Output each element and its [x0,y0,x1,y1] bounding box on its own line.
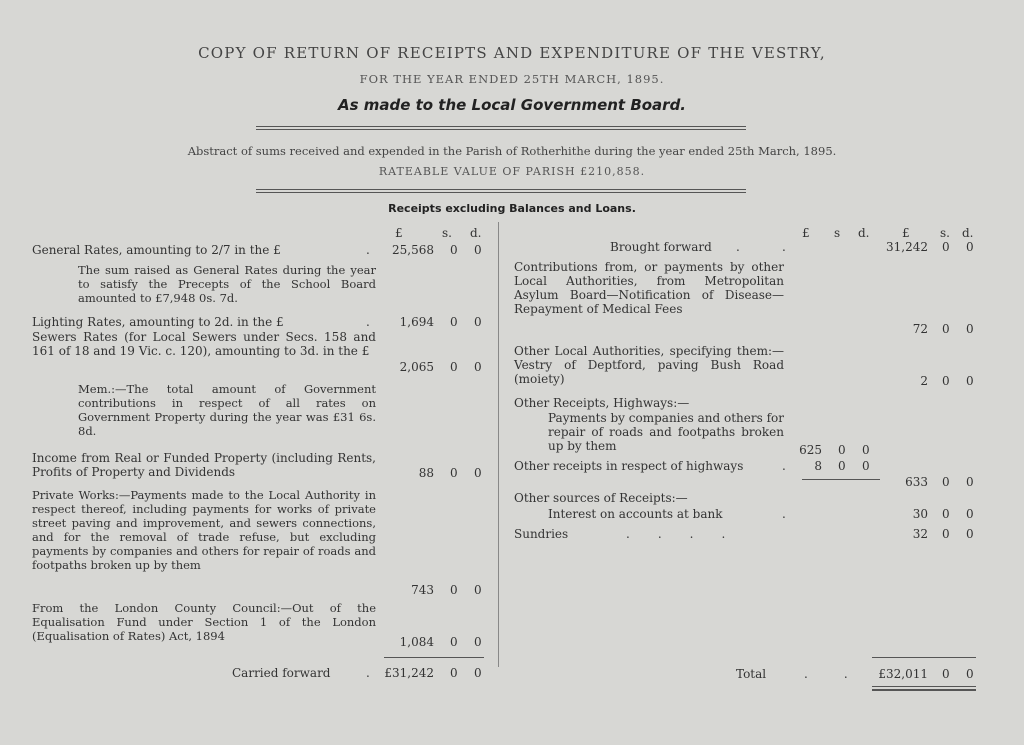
highways-payments-s: 0 [838,443,846,457]
sewers-rates-label: Sewers Rates (for Local Sewers under Secs. 158 and 161 of 18 and 19 Vic. c. 120), amounting to 3d. in the £ [32,330,376,358]
leader-dot: . [782,507,786,521]
carried-rule [384,657,484,658]
brought-s: 0 [942,240,950,254]
divider-top [256,126,746,127]
interest-label: Interest on accounts at bank [548,507,723,521]
sundries-s: 0 [942,527,950,541]
total-rule-bottom-2 [872,689,976,691]
mem-note: Mem.:—The total amount of Government contributions in respect of all rates on Government Property during the year was £31 6s. 8d. [78,382,376,438]
highways-total-d: 0 [966,475,974,489]
document-title: COPY OF RETURN OF RECEIPTS AND EXPENDITURE OF THE VESTRY, [198,44,826,62]
highways-other-label: Other receipts in respect of highways [514,459,744,473]
leader-dot: . [736,240,740,254]
private-s: 0 [450,583,458,597]
highways-heading: Other Receipts, Highways:— [514,396,690,410]
other-la-s: 0 [942,374,950,388]
contributions-d: 0 [966,322,974,336]
board-heading: As made to the Local Government Board. [337,96,687,114]
leader-dots: .... [626,527,754,541]
right-col-pound-2: £ [902,226,910,240]
sewers-amount: 2,065 [399,360,434,374]
highways-total: 633 [905,475,928,489]
brought-d: 0 [966,240,974,254]
column-divider [498,222,499,667]
leader-dot: . [366,243,370,257]
abstract-line: Abstract of sums received and expended in the Parish of Rotherhithe during the year ended 25th March, 1895. [187,144,837,158]
left-col-pound: £ [395,226,403,240]
document-subtitle: FOR THE YEAR ENDED 25TH MARCH, 1895. [359,72,665,86]
lighting-amount: 1,694 [399,315,434,329]
total-amount: £32,011 [878,667,928,681]
highways-payments-d: 0 [862,443,870,457]
private-amount: 743 [411,583,434,597]
lcc-s: 0 [450,635,458,649]
lcc-d: 0 [474,635,482,649]
highways-other-s: 0 [838,459,846,473]
highways-other-amount: 8 [814,459,822,473]
highways-other-d: 0 [862,459,870,473]
leader-dots: .. [804,667,884,681]
highways-payments-label: Payments by companies and others for repair of roads and footpaths broken up by them [548,411,784,453]
lighting-d: 0 [474,315,482,329]
highways-total-s: 0 [942,475,950,489]
total-rule-bottom [872,686,976,687]
lcc-amount: 1,084 [399,635,434,649]
leader-dot: . [366,315,370,329]
lcc-label: From the London County Council:—Out of the Equalisation Fund under Section 1 of the London (Equalisation of Rates) Act, 1894 [32,601,376,643]
total-s: 0 [942,667,950,681]
total-rule-top [872,657,976,658]
leader-dot: . [782,459,786,473]
lighting-rates-label: Lighting Rates, amounting to 2d. in the £ [32,315,284,329]
sundries-label: Sundries [514,527,569,541]
interest-s: 0 [942,507,950,521]
receipts-heading: Receipts excluding Balances and Loans. [388,202,636,215]
lighting-s: 0 [450,315,458,329]
right-col-pound-1: £ [802,226,810,240]
carried-d: 0 [474,666,482,680]
general-rates-d: 0 [474,243,482,257]
income-d: 0 [474,466,482,480]
divider-top-2 [256,129,746,130]
general-rates-note: The sum raised as General Rates during the year to satisfy the Precepts of the School Board amounted to £7,948 0s. 7d. [78,263,376,305]
left-col-s: s. [442,226,452,240]
leader-dot: . [782,240,786,254]
right-col-d-1: d. [858,226,870,240]
interest-d: 0 [966,507,974,521]
general-rates-label: General Rates, amounting to 2/7 in the £ [32,243,281,257]
leader-dot: . [366,666,370,680]
sundries-amount: 32 [912,527,928,541]
income-amount: 88 [418,466,434,480]
income-s: 0 [450,466,458,480]
total-label: Total [736,667,767,681]
sewers-d: 0 [474,360,482,374]
contributions-label: Contributions from, or payments by other Local Authorities, from Metropolitan Asylum Board—Notification of Disease—Repayment of Medical Fees [514,260,784,316]
sewers-s: 0 [450,360,458,374]
income-label: Income from Real or Funded Property (including Rents, Profits of Property and Dividends [32,451,376,479]
divider-mid-2 [256,192,746,193]
right-col-s-2: s. [940,226,950,240]
private-works-label: Private Works:—Payments made to the Local Authority in respect thereof, including payments for works of private street paving and improvement, and sewers connections, and for the removal of trade refuse, but excluding payments by companies and others for repair of roads and footpaths broken up by them [32,488,376,572]
left-col-d: d. [470,226,482,240]
private-d: 0 [474,583,482,597]
other-sources-heading: Other sources of Receipts:— [514,491,688,505]
general-rates-s: 0 [450,243,458,257]
brought-amount: 31,242 [886,240,928,254]
right-col-d-2: d. [962,226,974,240]
brought-label: Brought forward [610,240,712,254]
carried-label: Carried forward [232,666,331,680]
other-la-label: Other Local Authorities, specifying them:—Vestry of Deptford, paving Bush Road (moiety) [514,344,784,386]
other-la-amount: 2 [920,374,928,388]
highways-payments-amount: 625 [799,443,822,457]
rateable-value: RATEABLE VALUE OF PARISH £210,858. [378,165,646,178]
carried-s: 0 [450,666,458,680]
divider-mid [256,189,746,190]
interest-amount: 30 [912,507,928,521]
carried-amount: £31,242 [384,666,434,680]
total-d: 0 [966,667,974,681]
right-col-s-1: s [834,226,841,240]
general-rates-amount: 25,568 [392,243,434,257]
other-la-d: 0 [966,374,974,388]
contributions-s: 0 [942,322,950,336]
sundries-d: 0 [966,527,974,541]
contributions-amount: 72 [912,322,928,336]
